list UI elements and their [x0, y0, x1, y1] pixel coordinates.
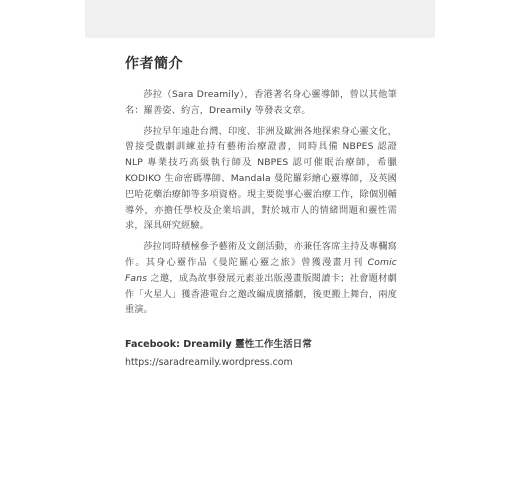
bio-paragraph-works — [125, 239, 397, 318]
magazine-name: Comic Fans — [125, 256, 397, 284]
bio-paragraph-works-text-2: 之邀，成為故事發展元素並出版漫畫版閱讀卡；社會題材劇作「火星人」獲香港電台之邀改編成廣播劇，後更搬上舞台，兩度重演。 — [125, 272, 397, 316]
website-link[interactable]: https://saradreamily.wordpress.com — [125, 357, 293, 368]
bio-paragraph-works-text-1: 莎拉同時積極參予藝術及文創活動，亦兼任客席主持及專欄寫作。其身心靈作品《曼陀羅心靈之旅》曾獲漫畫月刊 — [125, 241, 397, 268]
contact-info — [125, 338, 415, 369]
bio-paragraph-intro: 莎拉（Sara Dreamily），香港著名身心靈導師，曾以其他筆名：羅善姿、約言，Dreamily 等發表文章。 — [125, 89, 397, 116]
header-band — [85, 0, 435, 38]
bio-paragraph-qualifications: 莎拉早年遠赴台灣、印度、非洲及歐洲各地探索身心靈文化，曾接受戲劇訓練並持有藝術治療證書，同時具備 NBPES 認證 NLP 專業技巧高級執行師及 NBPES 認可催眠治療師，希臘 KODIKO 生命密碼導師、Mandala 曼陀羅彩繪心靈導師，及英國巴哈花藥治療師等多項資格。現主要從事心靈治療工作，除個別輔導外，亦擔任學校及企業培訓，對於城市人的情緒問題和靈性需求，深具研究經驗。 — [125, 125, 397, 232]
facebook-label: Facebook: Dreamily 靈性工作生活日常 — [125, 339, 312, 350]
page-title: 作者簡介 — [125, 56, 183, 72]
author-bio-section — [125, 53, 397, 323]
